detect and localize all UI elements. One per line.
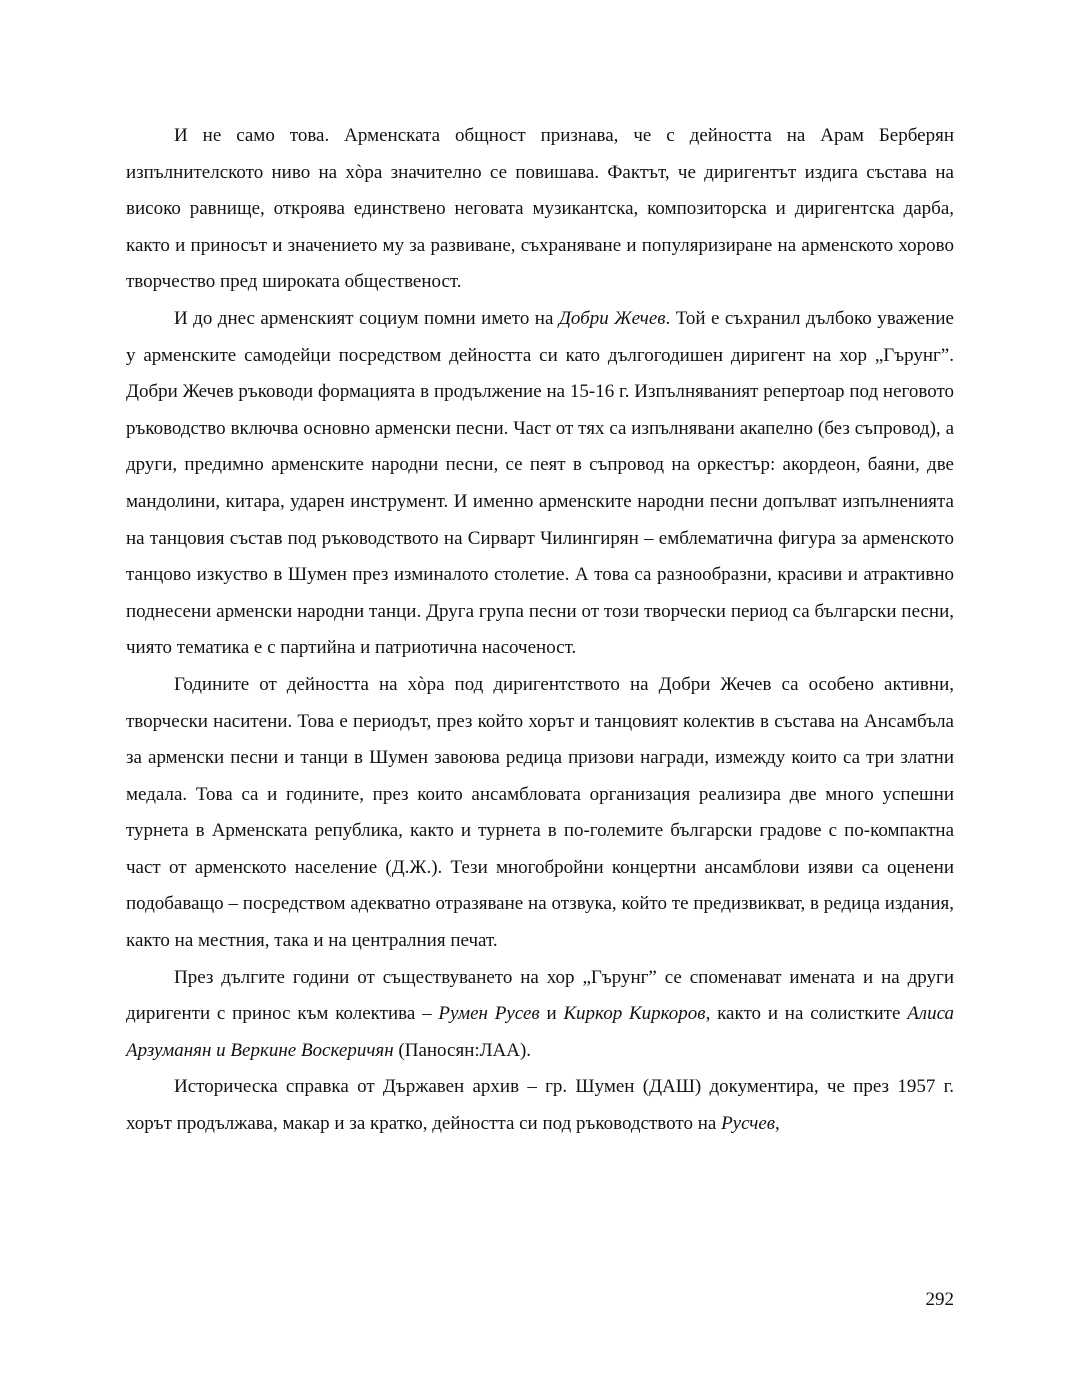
- italic-name: Русчев: [721, 1113, 776, 1135]
- text-segment: . Той е съхранил дълбоко уважение у арменските самодейци посредством дейността си като дългогодишен диригент на хор „Гърунг”. Добри Жечев ръководи формацията в продължение на 15-16 г. Изпълняваният репертоар под неговото ръководство включва основно арменски песни. Част от тях са изпълнявани акапелно (без съпровод), а други, предимно арменските народни песни, се пеят в съпровод на оркестър: акордеон, баяни, две мандолини, китара, ударен инструмент. И именно арменските народни песни допълват изпълненията на танцовия състав под ръководството на Сирварт Чилингирян – емблематична фигура за арменското танцово изкуство в Шумен през изминалото столетие. А това са разнообразни, красиви и атрактивно поднесени арменски народни танци. Друга група песни от този творчески период са български песни, чиято тематика е с партийна и патриотична насоченост.: [126, 307, 954, 659]
- text-segment: Историческа справка от Държавен архив – гр. Шумен (ДАШ) документира, че през 1957 г. хорът продължава, макар и за кратко, дейността си под ръководството на: [126, 1076, 954, 1135]
- paragraph: [126, 960, 954, 1070]
- body-text: [126, 118, 954, 1143]
- text-segment: (Паносян:ЛАА).: [393, 1039, 532, 1061]
- paragraph: [126, 1069, 954, 1142]
- text-segment: и: [539, 1003, 564, 1025]
- italic-name: Добри Жечев: [558, 307, 666, 329]
- text-segment: И не само това. Арменската общност признава, че с дейността на Арам Берберян изпълнителското ниво на хòра значително се повишава. Фактът, че диригентът издига състава на високо равнище, откроява единствено неговата музикантска, композиторска и диригентска дарба, както и приносът и значението му за развиване, съхраняване и популяризиране на арменското хорово творчество пред широката общественост.: [126, 125, 954, 293]
- text-segment: И до днес арменският социум помни името на: [174, 307, 559, 329]
- text-segment: ,: [775, 1113, 780, 1135]
- paragraph: [126, 118, 954, 301]
- text-segment: Годините от дейността на хòра под диригентството на Добри Жечев са особено активни, творчески наситени. Това е периодът, през който хорът и танцовият колектив в състава на Ансамбъла за арменски песни и танци в Шумен завоюва редица призови награди, измежду които са три златни медала. Това са и годините, през които ансамбловата организация реализира две много успешни турнета в Арменската република, както и турнета в по-големите български градове с по-компактна част от арменското население (Д.Ж.). Тези многобройни концертни ансамблови изяви са оценени подобаващо – посредством адекватно отразяване на отзвука, който те предизвикват, в редица издания, както на местния, така и на централния печат.: [126, 673, 954, 952]
- page-number: 292: [925, 1289, 954, 1310]
- italic-name: Киркор Киркоров: [563, 1003, 706, 1025]
- italic-name: Румен Русев: [438, 1003, 540, 1025]
- paragraph: [126, 301, 954, 667]
- text-segment: През дългите години от съществуването на хор „Гърунг” се споменават имената и на други диригенти с принос към колектива –: [126, 966, 954, 1025]
- paragraph: [126, 667, 954, 960]
- italic-name: Алиса Арзуманян и Веркине Воскеричян: [126, 1003, 955, 1061]
- text-segment: , както и на солистките: [705, 1003, 908, 1025]
